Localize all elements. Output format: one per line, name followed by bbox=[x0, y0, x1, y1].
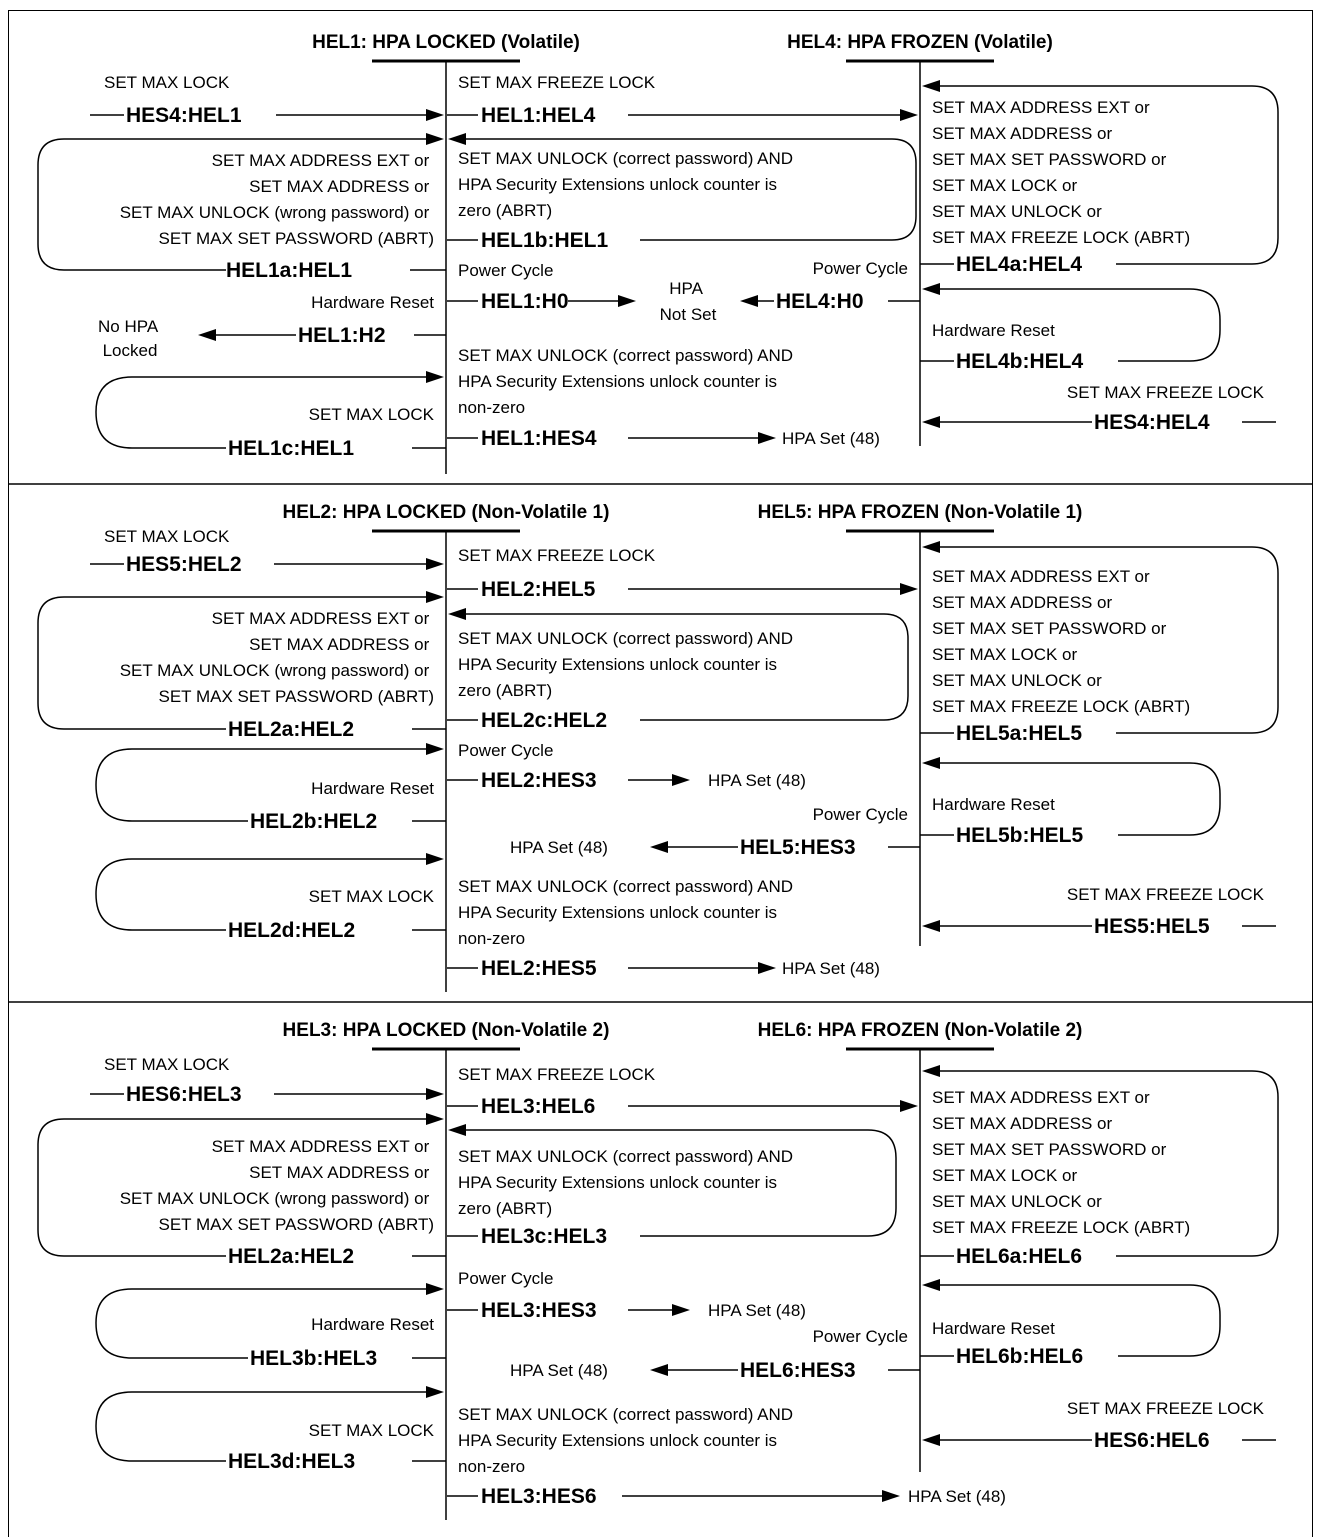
transition-label: HES6:HEL3 bbox=[126, 1083, 242, 1106]
transition-label: HEL1:H0 bbox=[481, 290, 569, 313]
transition-label: HEL1b:HEL1 bbox=[481, 229, 609, 252]
label-unlock-nonzero: SET MAX UNLOCK (correct password) AND HPA Security Extensions unlock counter is non-zero bbox=[458, 877, 794, 948]
transition-label: HEL3d:HEL3 bbox=[228, 1450, 356, 1473]
transition-label: HEL1:H2 bbox=[298, 324, 386, 347]
label-set-max-freeze-lock: SET MAX FREEZE LOCK bbox=[458, 546, 656, 565]
label-power-cycle: Power Cycle bbox=[812, 1327, 908, 1346]
label-hardware-reset: Hardware Reset bbox=[932, 795, 1055, 814]
state-title-hel3: HEL3: HPA LOCKED (Non-Volatile 2) bbox=[282, 1020, 610, 1041]
label-right-loop-conditions: SET MAX ADDRESS EXT or SET MAX ADDRESS or SET MAX SET PASSWORD or SET MAX LOCK or SET MAX UNLOCK or SET MAX FREEZE LOCK (ABRT) bbox=[932, 98, 1191, 247]
transition-label: HES4:HEL4 bbox=[1094, 411, 1210, 434]
transition-label: HEL4b:HEL4 bbox=[956, 350, 1084, 373]
label-power-cycle: Power Cycle bbox=[458, 261, 554, 280]
label-unlock-nonzero: SET MAX UNLOCK (correct password) AND HPA Security Extensions unlock counter is non-zero bbox=[458, 1405, 794, 1476]
transition-label: HEL1:HEL4 bbox=[481, 104, 596, 127]
transition-label: HEL2:HES3 bbox=[481, 769, 597, 792]
label-unlock-zero: SET MAX UNLOCK (correct password) AND HPA Security Extensions unlock counter is zero (ABRT) bbox=[458, 1147, 794, 1218]
label-set-max-lock: SET MAX LOCK bbox=[308, 405, 434, 424]
transition-label: HEL2c:HEL2 bbox=[481, 709, 608, 732]
label-unlock-nonzero: SET MAX UNLOCK (correct password) AND HPA Security Extensions unlock counter is non-zero bbox=[458, 346, 794, 417]
label-set-max-freeze-lock: SET MAX FREEZE LOCK bbox=[1066, 383, 1264, 402]
state-title-hel4: HEL4: HPA FROZEN (Volatile) bbox=[787, 32, 1053, 53]
transition-label: HEL2d:HEL2 bbox=[228, 919, 356, 942]
label-set-max-freeze-lock: SET MAX FREEZE LOCK bbox=[458, 1065, 656, 1084]
label-hardware-reset: Hardware Reset bbox=[932, 321, 1055, 340]
label-unlock-zero: SET MAX UNLOCK (correct password) AND HPA Security Extensions unlock counter is zero (ABRT) bbox=[458, 149, 794, 220]
transition-label: HEL3b:HEL3 bbox=[250, 1347, 378, 1370]
label-power-cycle: Power Cycle bbox=[458, 741, 554, 760]
state-title-hel5: HEL5: HPA FROZEN (Non-Volatile 1) bbox=[757, 502, 1083, 523]
transition-label: HEL2:HES5 bbox=[481, 957, 597, 980]
transition-label: HEL6a:HEL6 bbox=[956, 1245, 1083, 1268]
transition-label: HEL3:HES6 bbox=[481, 1485, 597, 1508]
transition-label: HEL3c:HEL3 bbox=[481, 1225, 608, 1248]
label-set-max-lock: SET MAX LOCK bbox=[104, 1055, 230, 1074]
transition-label: HES5:HEL2 bbox=[126, 553, 242, 576]
label-hpa-not-set: HPA Not Set bbox=[659, 279, 717, 324]
transition-label: HEL1c:HEL1 bbox=[228, 437, 355, 460]
label-right-loop-conditions: SET MAX ADDRESS EXT or SET MAX ADDRESS or SET MAX SET PASSWORD or SET MAX LOCK or SET MAX UNLOCK or SET MAX FREEZE LOCK (ABRT) bbox=[932, 567, 1191, 716]
transition-label: HEL2a:HEL2 bbox=[228, 718, 355, 741]
label-hpa-set: HPA Set (48) bbox=[782, 429, 880, 448]
state-title-hel1: HEL1: HPA LOCKED (Volatile) bbox=[312, 32, 580, 53]
transition-label: HEL6b:HEL6 bbox=[956, 1345, 1084, 1368]
label-power-cycle: Power Cycle bbox=[812, 805, 908, 824]
label-hpa-set: HPA Set (48) bbox=[510, 838, 608, 857]
transition-label: HEL5:HES3 bbox=[740, 836, 856, 859]
label-set-max-freeze-lock: SET MAX FREEZE LOCK bbox=[1066, 1399, 1264, 1418]
label-set-max-lock: SET MAX LOCK bbox=[104, 73, 230, 92]
label-power-cycle: Power Cycle bbox=[458, 1269, 554, 1288]
label-hardware-reset: Hardware Reset bbox=[311, 1315, 434, 1334]
transition-label: HEL3:HES3 bbox=[481, 1299, 597, 1322]
label-right-loop-conditions: SET MAX ADDRESS EXT or SET MAX ADDRESS or SET MAX SET PASSWORD or SET MAX LOCK or SET MAX UNLOCK or SET MAX FREEZE LOCK (ABRT) bbox=[932, 1088, 1191, 1237]
arrow-head bbox=[426, 109, 444, 121]
label-set-max-freeze-lock: SET MAX FREEZE LOCK bbox=[458, 73, 656, 92]
label-hardware-reset: Hardware Reset bbox=[311, 779, 434, 798]
transition-label: HEL4a:HEL4 bbox=[956, 253, 1083, 276]
state-title-hel6: HEL6: HPA FROZEN (Non-Volatile 2) bbox=[757, 1020, 1083, 1041]
label-set-max-lock: SET MAX LOCK bbox=[104, 527, 230, 546]
label-hpa-set: HPA Set (48) bbox=[510, 1361, 608, 1380]
section-1 bbox=[38, 32, 1278, 474]
label-hpa-set: HPA Set (48) bbox=[908, 1487, 1006, 1506]
label-hpa-set: HPA Set (48) bbox=[708, 771, 806, 790]
label-set-max-lock: SET MAX LOCK bbox=[308, 1421, 434, 1440]
transition-label: HEL1:HES4 bbox=[481, 427, 597, 450]
label-left-loop-conditions: SET MAX ADDRESS EXT or SET MAX ADDRESS or SET MAX UNLOCK (wrong password) or SET MAX SET PASSWORD (ABRT) bbox=[119, 609, 434, 706]
transition-label: HEL3:HEL6 bbox=[481, 1095, 596, 1118]
arrow-head bbox=[900, 109, 918, 121]
label-hardware-reset: Hardware Reset bbox=[311, 293, 434, 312]
transition-label: HEL5b:HEL5 bbox=[956, 824, 1084, 847]
label-hpa-set: HPA Set (48) bbox=[782, 959, 880, 978]
state-title-hel2: HEL2: HPA LOCKED (Non-Volatile 1) bbox=[282, 502, 610, 523]
transition-label: HEL6:HES3 bbox=[740, 1359, 856, 1382]
transition-label: HEL2a:HEL2 bbox=[228, 1245, 355, 1268]
label-left-loop-conditions: SET MAX ADDRESS EXT or SET MAX ADDRESS or SET MAX UNLOCK (wrong password) or SET MAX SET PASSWORD (ABRT) bbox=[119, 151, 434, 248]
transition-label: HEL2:HEL5 bbox=[481, 578, 596, 601]
transition-label: HES6:HEL6 bbox=[1094, 1429, 1210, 1452]
label-power-cycle: Power Cycle bbox=[812, 259, 908, 278]
label-no-hpa-locked: No HPA Locked bbox=[98, 317, 158, 360]
transition-label: HES5:HEL5 bbox=[1094, 915, 1210, 938]
transition-label: HEL2b:HEL2 bbox=[250, 810, 378, 833]
label-hardware-reset: Hardware Reset bbox=[932, 1319, 1055, 1338]
label-set-max-freeze-lock: SET MAX FREEZE LOCK bbox=[1066, 885, 1264, 904]
label-hpa-set: HPA Set (48) bbox=[708, 1301, 806, 1320]
label-unlock-zero: SET MAX UNLOCK (correct password) AND HPA Security Extensions unlock counter is zero (ABRT) bbox=[458, 629, 794, 700]
section-2 bbox=[38, 502, 1278, 992]
transition-label: HEL5a:HEL5 bbox=[956, 722, 1083, 745]
label-left-loop-conditions: SET MAX ADDRESS EXT or SET MAX ADDRESS or SET MAX UNLOCK (wrong password) or SET MAX SET PASSWORD (ABRT) bbox=[119, 1137, 434, 1234]
transition-label: HEL1a:HEL1 bbox=[226, 259, 353, 282]
section-3 bbox=[38, 1020, 1278, 1520]
transition-label: HES4:HEL1 bbox=[126, 104, 242, 127]
label-set-max-lock: SET MAX LOCK bbox=[308, 887, 434, 906]
transition-label: HEL4:H0 bbox=[776, 290, 864, 313]
